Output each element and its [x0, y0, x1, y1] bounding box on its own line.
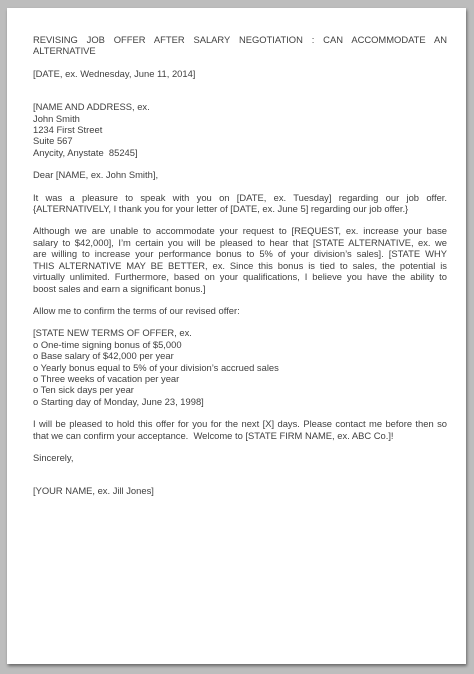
terms-list-item: o Base salary of $42,000 per year: [33, 350, 174, 362]
address-line: [NAME AND ADDRESS, ex.: [33, 101, 150, 113]
recipient-address-block: [33, 101, 447, 158]
address-line: Anycity, Anystate 85245]: [33, 146, 138, 158]
signoff: Sincerely,: [33, 451, 74, 463]
terms-list-item: o Yearly bonus equal to 5% of your division’s accrued sales: [33, 361, 279, 373]
address-line: Suite 567: [33, 135, 73, 147]
offer-terms-list: [33, 327, 447, 407]
letter-body: [33, 34, 447, 497]
terms-line: [STATE NEW TERMS OF OFFER, ex.: [33, 327, 192, 339]
terms-list-item: o Ten sick days per year: [33, 384, 134, 396]
confirm-terms-line: Allow me to confirm the terms of our revised offer:: [33, 304, 240, 316]
letter-date: [DATE, ex. Wednesday, June 11, 2014]: [33, 67, 196, 79]
paragraph-closing: [33, 418, 447, 441]
terms-list-item: o One-time signing bonus of $5,000: [33, 338, 182, 350]
paragraph-line: Although we are unable to accommodate your request to [REQUEST, ex. increase your base: [33, 225, 447, 237]
paragraph-alternative: [33, 225, 447, 293]
letter-title-line-1: REVISING JOB OFFER AFTER SALARY NEGOTIATION : CAN ACCOMMODATE AN: [33, 34, 447, 45]
paragraph-line: are willing to increase your performance bonus to 5% of your division’s sales]. [STATE WHY: [33, 248, 447, 260]
paragraph-line: salary to $42,000], I’m certain you will be pleased to hear that [STATE ALTERNATIVE, ex. we: [33, 236, 447, 248]
terms-list-item: o Three weeks of vacation per year: [33, 372, 180, 384]
paragraph-line: boost sales and earn a significant bonus.]: [33, 282, 206, 294]
address-line: 1234 First Street: [33, 124, 103, 136]
signature-name: [YOUR NAME, ex. Jill Jones]: [33, 485, 154, 497]
paragraph-line: {ALTERNATIVELY, I thank you for your letter of [DATE, ex. June 5] regarding our job offer.}: [33, 203, 409, 215]
paragraph-intro: [33, 192, 447, 215]
paragraph-line: I will be pleased to hold this offer for you for the next [X] days. Please contact me before then so: [33, 418, 447, 430]
terms-list-item: o Starting day of Monday, June 23, 1998]: [33, 395, 204, 407]
paragraph-line: virtually unlimited. Furthermore, based on your qualifications, I believe you have the ability to: [33, 271, 447, 283]
paragraph-line: that we can confirm your acceptance. Welcome to [STATE FIRM NAME, ex. ABC Co.]!: [33, 429, 394, 441]
paragraph-line: THIS ALTERNATIVE MAY BE BETTER, ex. Since this bonus is tied to sales, the potential is: [33, 259, 447, 271]
salutation: Dear [NAME, ex. John Smith],: [33, 169, 159, 181]
letter-title-line-2: ALTERNATIVE: [33, 45, 96, 57]
letter-page: [7, 8, 466, 664]
address-line: John Smith: [33, 112, 80, 124]
paragraph-line: It was a pleasure to speak with you on [DATE, ex. Tuesday] regarding our job offer.: [33, 191, 447, 203]
